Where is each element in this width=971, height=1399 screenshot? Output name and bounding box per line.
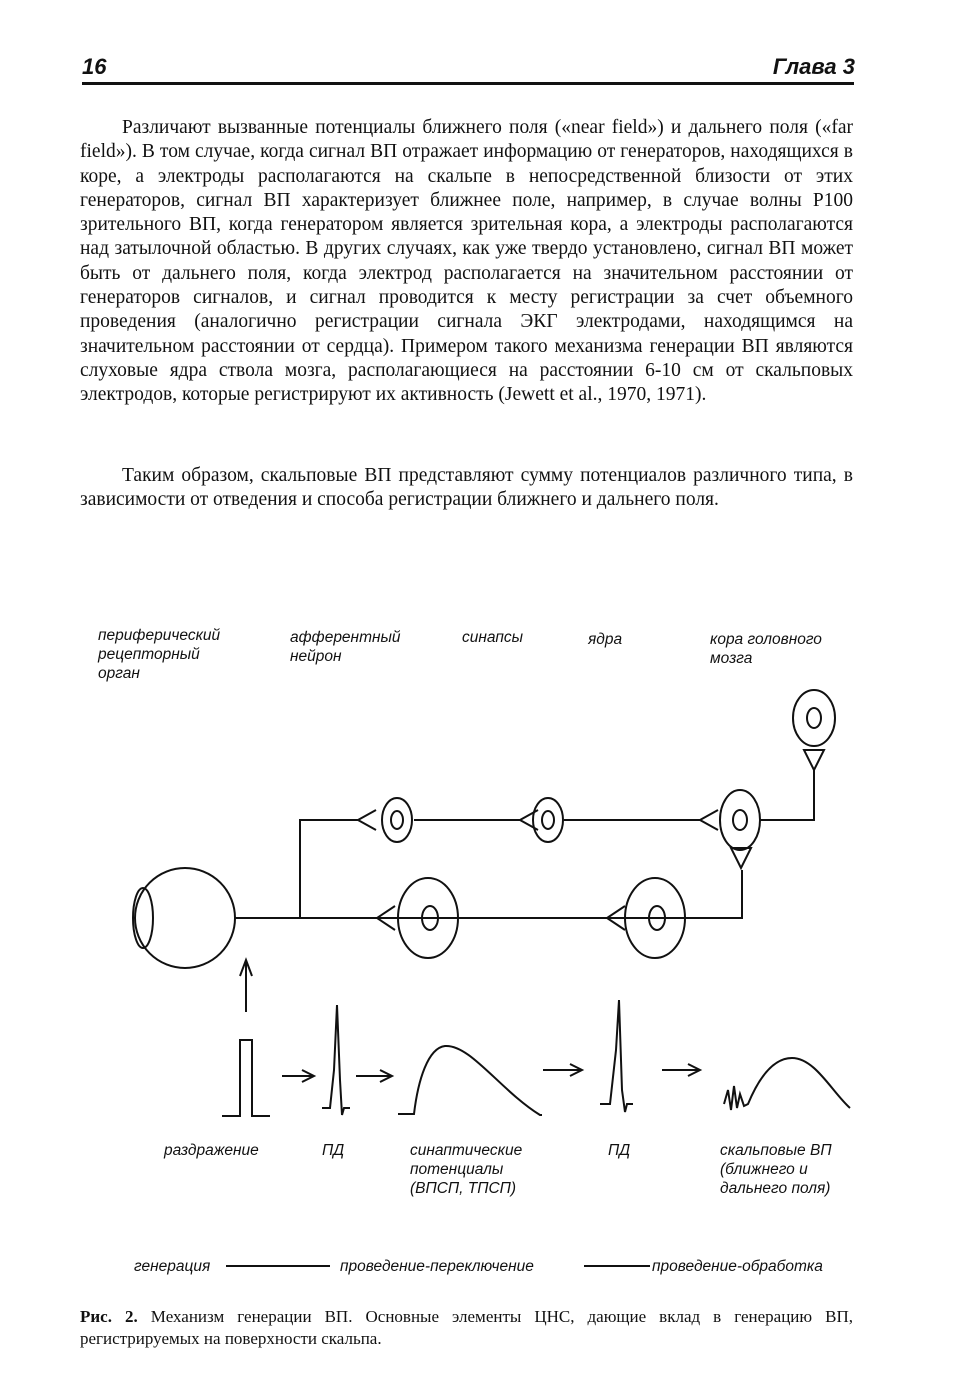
- stage-conduction-processing: проведение-обработка: [652, 1258, 823, 1275]
- figure-caption: [80, 1306, 853, 1350]
- eye-icon: [133, 868, 235, 968]
- up-arrow-icon: [240, 960, 252, 1012]
- label-synaptic-potentials: синаптические потенциалы (ВПСП, ТПСП): [410, 1142, 523, 1197]
- label-nuclei: ядра: [588, 631, 623, 648]
- right-arrow-icon: [356, 1070, 392, 1082]
- cortex-node: [793, 690, 835, 770]
- label-cortex: кора головного мозга: [710, 631, 822, 667]
- label-action-potential-1: ПД: [322, 1142, 345, 1159]
- stimulus-waveform: [222, 1040, 270, 1116]
- label-receptor-organ: периферический рецепторный орган: [98, 627, 221, 682]
- label-afferent-neuron: афферентный нейрон: [290, 629, 401, 665]
- stage-conduction-switching: проведение-переключение: [340, 1258, 534, 1275]
- synaptic-potential-waveform: [398, 1046, 542, 1115]
- label-action-potential-2: ПД: [608, 1142, 631, 1159]
- paragraph-text: Таким образом, скальповые ВП представляют сумму потенциалов различного типа, в зависимости от отведения и способа регистрации ближнего и дальнего поля.: [80, 465, 853, 511]
- label-synapses: синапсы: [462, 629, 524, 646]
- right-arrow-icon: [282, 1070, 314, 1082]
- upper-pathway-branch: [300, 820, 358, 918]
- synapse-node-1: [358, 798, 412, 842]
- caption-text: Механизм генерации ВП. Основные элементы ЦНС, дающие вклад в генерацию ВП, регистрируемых на поверхности скальпа.: [80, 1307, 853, 1348]
- paragraph-text: Различают вызванные потенциалы ближнего поля («near field») и дальнего поля («far field»). В том случае, когда сигнал ВП отражает информацию от генераторов, находящихся в коре, а электроды располагаются на скальпе в непосредственной близости от этих генераторов, сигнал ВП характеризует ближнее поле, например, в случае волны P100 зрительного ВП, когда генератором является зрительная кора, а электроды располагаются над затылочной областью. В других случаях, как уже твердо установлено, сигнал ВП может быть от дальнего поля, когда электрод располагается на значительном расстоянии от генераторов сигналов, и сигнал проводится к месту регистрации за счет объемного проведения (аналогично регистрации сигнала ЭКГ электродами, находящимся на значительном расстоянии от сердца). Примером такого механизма генерации ВП являются слуховые ядра ствола мозга, располагающиеся на расстоянии 6-10 см от скальповых электродов, которые регистрируют их активность (Jewett et al., 1970, 1971).: [80, 117, 853, 406]
- action-potential-waveform-2: [600, 1000, 633, 1112]
- chapter-title: Глава 3: [772, 54, 855, 79]
- right-arrow-icon: [662, 1064, 700, 1076]
- label-scalp-ep: скальповые ВП (ближнего и дальнего поля): [720, 1142, 832, 1197]
- caption-label: Рис. 2.: [80, 1307, 138, 1326]
- right-arrow-icon: [543, 1064, 582, 1076]
- action-potential-waveform-1: [322, 1005, 350, 1115]
- scalp-ep-waveform: [724, 1058, 850, 1110]
- cortex-connection: [760, 770, 814, 820]
- lower-pathway-line: [235, 870, 742, 918]
- synapse-node-2: [520, 798, 563, 842]
- synapse-node-3: [700, 790, 760, 850]
- page-number: 16: [82, 54, 107, 79]
- triangle-to-cortex-lower: [731, 848, 751, 868]
- label-stimulus: раздражение: [164, 1142, 259, 1159]
- stage-generation: генерация: [134, 1258, 211, 1275]
